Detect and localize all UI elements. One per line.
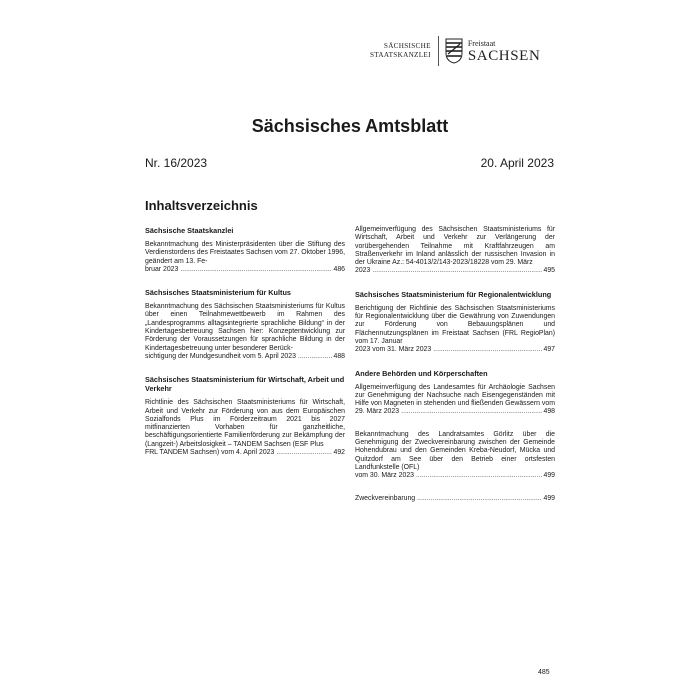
section-title: Andere Behörden und Körperschaften — [355, 368, 488, 378]
page-number: 485 — [538, 669, 550, 676]
toc-entry[interactable] — [355, 495, 555, 503]
toc-right-column — [355, 226, 555, 517]
dot-leader — [180, 266, 331, 274]
entry-text: Bekanntmachung des Ministerpräsidenten über die Stiftung des Verdienstordens des Freistaates Sachsen vom 27. Oktober 1996, geändert am 13. Fe- — [145, 241, 345, 265]
section-title: Sächsisches Staatsministerium für Regionalentwicklung — [355, 289, 552, 299]
toc-entry[interactable] — [145, 399, 345, 457]
entry-last-line: 2023 — [355, 267, 371, 275]
entry-last-line: 29. März 2023 — [355, 408, 400, 416]
toc-section — [355, 369, 555, 503]
entry-reference-line — [145, 449, 345, 457]
dot-leader — [372, 267, 541, 275]
toc-entry[interactable] — [355, 384, 555, 417]
toc-entry[interactable] — [355, 226, 555, 276]
document-title: Sächsisches Amtsblatt — [251, 116, 449, 136]
entry-page-number: 498 — [543, 408, 555, 416]
toc-entry[interactable] — [145, 241, 345, 274]
issue-date: 20. April 2023 — [480, 156, 554, 170]
entry-page-number: 486 — [333, 265, 345, 273]
dot-leader — [298, 353, 332, 361]
entry-last-line: 2023 vom 31. März 2023 — [355, 346, 432, 354]
entry-text: Allgemeinverfügung des Landesamtes für Archäologie Sachsen zur Genehmigung der Nachsuche nach Eisengegenständen mit Hilfe von Magneten in stehenden und fließenden Gewässern vom — [355, 383, 555, 408]
toc-entry[interactable] — [355, 305, 555, 355]
logo-left-line1: SÄCHSISCHE — [383, 42, 431, 50]
toc-section — [145, 375, 345, 457]
dot-leader — [276, 449, 331, 457]
toc-section — [355, 290, 555, 355]
toc-entry[interactable] — [145, 303, 345, 361]
toc-section — [145, 288, 345, 361]
section-title: Sächsische Staatskanzlei — [145, 226, 234, 235]
toc-entry[interactable] — [355, 431, 555, 481]
coat-of-arms-icon — [445, 38, 463, 64]
entry-last-line: sichtigung der Mundgesundheit vom 5. April 2023 — [145, 352, 296, 360]
entry-text: Allgemeinverfügung des Sächsischen Staatsministeriums für Wirtschaft, Arbeit und Verkehr zur Verlängerung der vorübergehenden Teilnahme mit Kraftfahrzeugen am Straßenverkehr im Inland anlässlich der russischen Invasion in der Ukraine Az.: 54-4013/2/143-2023/18228 vom 29. März — [355, 226, 555, 267]
entry-text: Richtlinie des Sächsischen Staatsministeriums für Wirtschaft, Arbeit und Verkehr zur Förderung von aus dem Europäischen Sozialfonds Plus im Förderzeitraum 2021 bis 2027 mitfinanzierten Vorhaben für ganzheitliche, beschäftigungsorientierte Familienförderung zur Bekämpfung der (Langzeit-) Arbeitslosigkeit – TANDEM Sachsen (ESF Plus — [145, 399, 345, 448]
entry-page-number: 499 — [543, 494, 555, 502]
entry-page-number: 495 — [543, 267, 555, 275]
logo-divider — [438, 36, 439, 66]
dot-leader — [401, 408, 541, 416]
logo-right-line2: SACHSEN — [467, 47, 541, 64]
staatskanzlei-wordmark — [370, 42, 431, 60]
issue-number: Nr. 16/2023 — [145, 156, 208, 170]
dot-leader — [433, 346, 541, 354]
entry-text: Berichtigung der Richtlinie des Sächsischen Staatsministeriums für Regionalentwicklung über die Gewährung von Zuwendungen zur Förderung von Bebauungsplänen und Flächennutzungsplänen im Freistaat Sachsen (FRL RegioPlan) vom 17. Januar — [355, 304, 555, 345]
entry-reference-line — [355, 495, 555, 503]
entry-reference-line — [355, 472, 555, 480]
entry-reference-line — [145, 266, 345, 274]
entry-text: Bekanntmachung des Sächsischen Staatsministeriums für Kultus über einen Teilnahmewettbewerb im Rahmen des „Landesprogramms alltagsintegrierte sprachliche Bildung“ in der Kindertagesbetreuung Sachsen hier: Konzeptentwicklung zur Förderung der Voraussetzungen für sprachliche Bildung in der Kindertagesbetreuung unter besonderer Berück- — [145, 303, 345, 352]
entry-page-number: 488 — [333, 352, 345, 360]
freistaat-sachsen-wordmark — [468, 39, 541, 64]
toc-section — [145, 226, 345, 274]
toc-left-column — [145, 226, 345, 471]
entry-reference-line — [355, 346, 555, 354]
entry-last-line: vom 30. März 2023 — [355, 472, 414, 480]
toc-heading: Inhaltsverzeichnis — [145, 198, 258, 213]
section-title: Sächsisches Staatsministerium für Kultus — [145, 288, 291, 298]
toc-section — [355, 226, 555, 276]
dot-leader — [417, 495, 541, 503]
dot-leader — [416, 472, 542, 480]
header-logo — [370, 36, 540, 66]
entry-last-line: bruar 2023 — [145, 265, 179, 273]
entry-reference-line — [355, 408, 555, 416]
entry-reference-line — [145, 353, 345, 361]
logo-left-line2: STAATSKANZLEI — [370, 51, 431, 59]
section-title: Sächsisches Staatsministerium für Wirtschaft, Arbeit und Verkehr — [145, 375, 345, 394]
entry-page-number: 499 — [543, 472, 555, 480]
entry-page-number: 497 — [543, 346, 555, 354]
entry-last-line: FRL TANDEM Sachsen) vom 4. April 2023 — [145, 449, 275, 457]
entry-text: Bekanntmachung des Landratsamtes Görlitz über die Genehmigung der Zweckvereinbarung zwischen der Gemeinde Hohendubrau und den Gemeinden Kreba-Neudorf, Mücka und Quitzdorf am See über den Betrieb einer ortsfesten Landfunkstelle (OFL) — [355, 430, 555, 471]
logo-right-line1: Freistaat — [467, 38, 496, 48]
entry-last-line: Zweckvereinbarung — [355, 494, 416, 502]
entry-page-number: 492 — [333, 449, 345, 457]
entry-reference-line — [355, 267, 555, 275]
